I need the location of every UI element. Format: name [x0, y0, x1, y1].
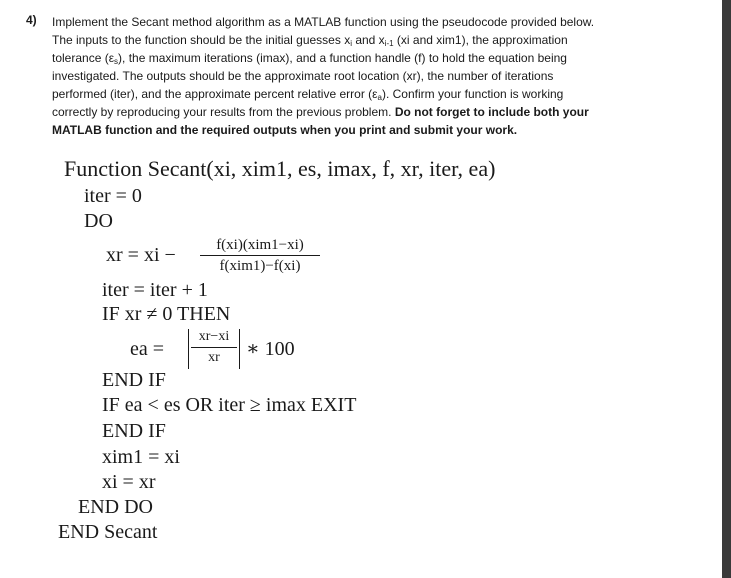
abs-bar-right [239, 329, 240, 369]
problem-number: 4) [26, 13, 37, 27]
iter-increment: iter = iter + 1 [102, 279, 208, 301]
if-xr-nonzero: IF xr ≠ 0 THEN [102, 303, 231, 325]
end-if-1: END IF [102, 369, 166, 391]
statement-line-3: tolerance $(\varepsilon_s)$, the maximum iterations (imax), and a function handle (f) to hold the equation being [52, 51, 567, 66]
statement-line-5: performed (iter), and the approximate percent relative error $(\varepsilon_a)$. Confirm your function is working [52, 87, 564, 102]
do-keyword: DO [84, 210, 113, 232]
fraction-bar [200, 255, 320, 256]
statement-line-6: correctly by reproducing your results from the previous problem. Do not forget to include both your [52, 105, 589, 119]
end-do: END DO [78, 496, 153, 518]
times-hundred: ∗ 100 [246, 338, 295, 360]
secant-numerator: f(xi)(xim1−xi) [216, 237, 304, 253]
window-edge-bar [722, 0, 731, 578]
abs-bar-left [188, 329, 189, 369]
function-header: Function Secant(xi, xim1, es, imax, f, xr, iter, ea) [64, 156, 496, 181]
xr-assign-lhs: xr = xi − [106, 244, 176, 266]
bold-instruction-cont: MATLAB function and the required outputs when you print and submit your work. [52, 123, 518, 137]
relative-error-fraction [191, 328, 237, 367]
problem-statement [52, 13, 712, 139]
statement-line-1: Implement the Secant method algorithm as a MATLAB function using the pseudocode provided below. [52, 15, 595, 29]
bold-instruction: Do not forget to include both your [394, 105, 589, 119]
end-if-2: END IF [102, 420, 166, 442]
exit-condition: IF ea < es OR iter ≥ imax EXIT [102, 394, 357, 416]
secant-fraction [200, 236, 320, 275]
xi-assign: xi = xr [102, 471, 156, 493]
ea-assign-lhs: ea = [130, 338, 165, 360]
fraction-bar [191, 347, 237, 348]
statement-line-7 [52, 121, 712, 139]
error-numerator: xr−xi [198, 329, 230, 344]
end-function: END Secant [58, 521, 158, 543]
error-denominator: xr [208, 350, 220, 365]
xim1-assign: xim1 = xi [102, 446, 180, 468]
statement-line-4: investigated. The outputs should be the approximate root location (xr), the number of iterations [52, 69, 554, 83]
statement-line-2: The inputs to the function should be the initial guesses $x_i$ and $x_{i-1}$ (xi and xim1), the approximation [52, 33, 568, 48]
secant-denominator: f(xim1)−f(xi) [219, 258, 301, 274]
iter-init: iter = 0 [84, 185, 142, 207]
